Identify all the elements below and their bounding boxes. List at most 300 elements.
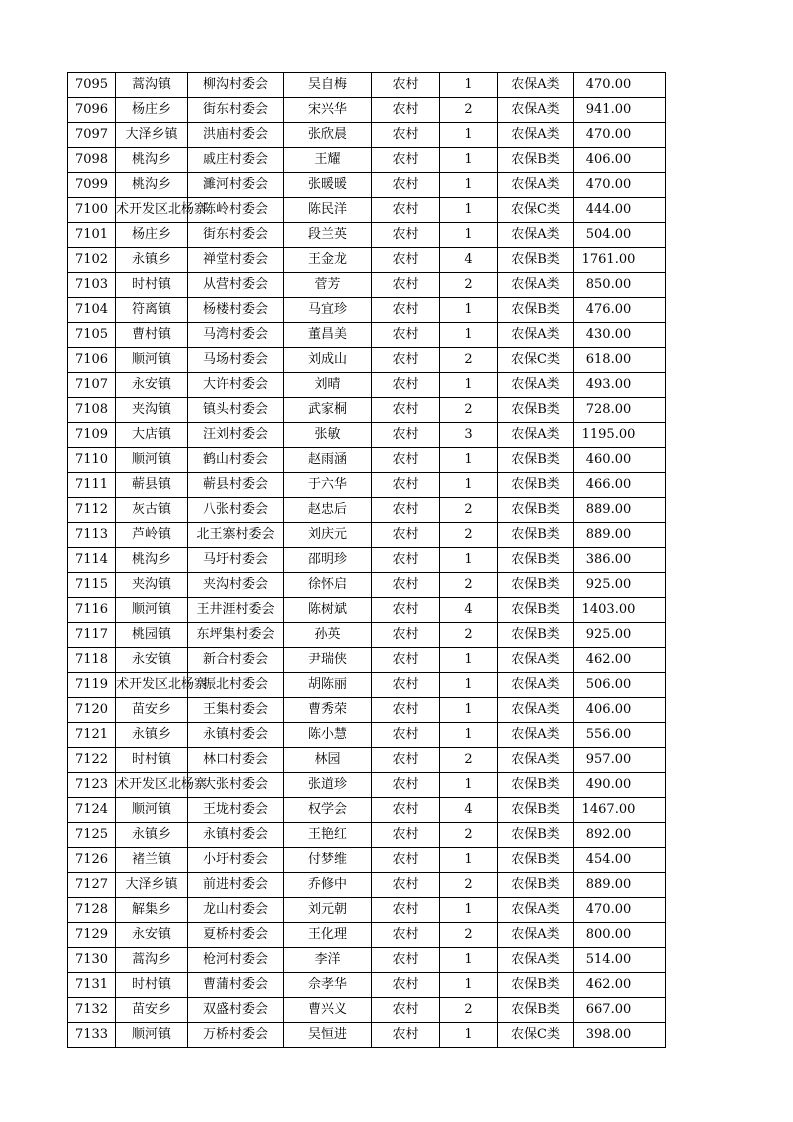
- area-type-cell: 农村: [372, 523, 440, 548]
- amount-cell: 889.00: [574, 523, 666, 548]
- row-id-cell: 7101: [68, 223, 116, 248]
- household-count-cell: 1: [440, 73, 498, 98]
- insurance-class-cell: 农保A类: [498, 698, 574, 723]
- amount-cell: 941.00: [574, 98, 666, 123]
- area-type-cell: 农村: [372, 298, 440, 323]
- insurance-class-cell: 农保A类: [498, 98, 574, 123]
- village-cell: 柳沟村委会: [188, 73, 284, 98]
- amount-cell: 667.00: [574, 998, 666, 1023]
- amount-cell: 444.00: [574, 198, 666, 223]
- household-count-cell: 2: [440, 348, 498, 373]
- name-cell: 林园: [284, 748, 372, 773]
- area-type-cell: 农村: [372, 323, 440, 348]
- table-row: [68, 973, 666, 998]
- area-type-cell: 农村: [372, 798, 440, 823]
- village-cell: 东坪集村委会: [188, 623, 284, 648]
- village-cell: 戚庄村委会: [188, 148, 284, 173]
- table-row: [68, 998, 666, 1023]
- area-type-cell: 农村: [372, 673, 440, 698]
- household-count-cell: 2: [440, 98, 498, 123]
- insurance-class-cell: 农保A类: [498, 423, 574, 448]
- township-cell: 永安镇: [116, 648, 188, 673]
- area-type-cell: 农村: [372, 248, 440, 273]
- roster-body: [68, 73, 666, 1048]
- row-id-cell: 7129: [68, 923, 116, 948]
- name-cell: 陈树斌: [284, 598, 372, 623]
- insurance-class-cell: 农保B类: [498, 873, 574, 898]
- village-cell: 街东村委会: [188, 98, 284, 123]
- row-id-cell: 7108: [68, 398, 116, 423]
- area-type-cell: 农村: [372, 223, 440, 248]
- amount-cell: 470.00: [574, 898, 666, 923]
- township-cell: 顺河镇: [116, 448, 188, 473]
- row-id-cell: 7127: [68, 873, 116, 898]
- township-cell: 永安镇: [116, 373, 188, 398]
- household-count-cell: 1: [440, 123, 498, 148]
- township-cell: 褚兰镇: [116, 848, 188, 873]
- amount-cell: 454.00: [574, 848, 666, 873]
- village-cell: 鹤山村委会: [188, 448, 284, 473]
- township-cell: 大店镇: [116, 423, 188, 448]
- table-row: [68, 898, 666, 923]
- amount-cell: 1761.00: [574, 248, 666, 273]
- insurance-class-cell: 农保B类: [498, 623, 574, 648]
- amount-cell: 504.00: [574, 223, 666, 248]
- area-type-cell: 农村: [372, 923, 440, 948]
- name-cell: 孙英: [284, 623, 372, 648]
- household-count-cell: 4: [440, 598, 498, 623]
- household-count-cell: 2: [440, 748, 498, 773]
- area-type-cell: 农村: [372, 548, 440, 573]
- row-id-cell: 7114: [68, 548, 116, 573]
- township-cell: 符离镇: [116, 298, 188, 323]
- area-type-cell: 农村: [372, 898, 440, 923]
- township-cell: 蒿沟镇: [116, 73, 188, 98]
- row-id-cell: 7102: [68, 248, 116, 273]
- row-id-cell: 7116: [68, 598, 116, 623]
- household-count-cell: 2: [440, 873, 498, 898]
- table-row: [68, 648, 666, 673]
- table-row: [68, 923, 666, 948]
- name-cell: 于六华: [284, 473, 372, 498]
- amount-cell: 430.00: [574, 323, 666, 348]
- table-row: [68, 123, 666, 148]
- name-cell: 刘成山: [284, 348, 372, 373]
- row-id-cell: 7132: [68, 998, 116, 1023]
- amount-cell: 925.00: [574, 573, 666, 598]
- name-cell: 尹瑞侠: [284, 648, 372, 673]
- table-row: [68, 748, 666, 773]
- township-cell: 时村镇: [116, 748, 188, 773]
- name-cell: 陈小慧: [284, 723, 372, 748]
- village-cell: 小圩村委会: [188, 848, 284, 873]
- table-row: [68, 698, 666, 723]
- household-count-cell: 1: [440, 898, 498, 923]
- insurance-class-cell: 农保C类: [498, 348, 574, 373]
- insurance-class-cell: 农保B类: [498, 398, 574, 423]
- amount-cell: 462.00: [574, 648, 666, 673]
- name-cell: 王化理: [284, 923, 372, 948]
- table-row: [68, 198, 666, 223]
- village-cell: 永镇村委会: [188, 823, 284, 848]
- name-cell: 付梦维: [284, 848, 372, 873]
- amount-cell: 466.00: [574, 473, 666, 498]
- area-type-cell: 农村: [372, 498, 440, 523]
- name-cell: 刘元朝: [284, 898, 372, 923]
- table-row: [68, 323, 666, 348]
- row-id-cell: 7110: [68, 448, 116, 473]
- insurance-class-cell: 农保A类: [498, 648, 574, 673]
- township-cell: 桃沟乡: [116, 173, 188, 198]
- insurance-class-cell: 农保B类: [498, 773, 574, 798]
- table-row: [68, 148, 666, 173]
- name-cell: 张暖暖: [284, 173, 372, 198]
- household-count-cell: 2: [440, 498, 498, 523]
- area-type-cell: 农村: [372, 148, 440, 173]
- area-type-cell: 农村: [372, 73, 440, 98]
- name-cell: 佘孝华: [284, 973, 372, 998]
- household-count-cell: 1: [440, 548, 498, 573]
- household-count-cell: 2: [440, 923, 498, 948]
- row-id-cell: 7096: [68, 98, 116, 123]
- household-count-cell: 1: [440, 648, 498, 673]
- household-count-cell: 2: [440, 623, 498, 648]
- village-cell: 禅堂村委会: [188, 248, 284, 273]
- insurance-class-cell: 农保A类: [498, 948, 574, 973]
- row-id-cell: 7119: [68, 673, 116, 698]
- insurance-class-cell: 农保A类: [498, 723, 574, 748]
- name-cell: 陈民洋: [284, 198, 372, 223]
- row-id-cell: 7126: [68, 848, 116, 873]
- household-count-cell: 1: [440, 1023, 498, 1048]
- table-row: [68, 348, 666, 373]
- area-type-cell: 农村: [372, 623, 440, 648]
- amount-cell: 514.00: [574, 948, 666, 973]
- insurance-class-cell: 农保B类: [498, 848, 574, 873]
- name-cell: 曹秀荣: [284, 698, 372, 723]
- insurance-class-cell: 农保B类: [498, 148, 574, 173]
- amount-cell: 470.00: [574, 173, 666, 198]
- township-cell: 顺河镇: [116, 1023, 188, 1048]
- village-cell: 马场村委会: [188, 348, 284, 373]
- amount-cell: 1467.00: [574, 798, 666, 823]
- insurance-class-cell: 农保B类: [498, 823, 574, 848]
- area-type-cell: 农村: [372, 473, 440, 498]
- area-type-cell: 农村: [372, 823, 440, 848]
- township-cell: 永安镇: [116, 923, 188, 948]
- name-cell: 曹兴义: [284, 998, 372, 1023]
- name-cell: 赵忠后: [284, 498, 372, 523]
- area-type-cell: 农村: [372, 748, 440, 773]
- township-cell: 杨庄乡: [116, 98, 188, 123]
- name-cell: 邵明珍: [284, 548, 372, 573]
- amount-cell: 386.00: [574, 548, 666, 573]
- insurance-class-cell: 农保A类: [498, 273, 574, 298]
- township-cell: 大泽乡镇: [116, 873, 188, 898]
- area-type-cell: 农村: [372, 873, 440, 898]
- amount-cell: 892.00: [574, 823, 666, 848]
- household-count-cell: 4: [440, 248, 498, 273]
- table-row: [68, 798, 666, 823]
- village-cell: 陈岭村委会: [188, 198, 284, 223]
- table-row: [68, 573, 666, 598]
- village-cell: 永镇村委会: [188, 723, 284, 748]
- name-cell: 武家桐: [284, 398, 372, 423]
- row-id-cell: 7107: [68, 373, 116, 398]
- area-type-cell: 农村: [372, 348, 440, 373]
- village-cell: 王垅村委会: [188, 798, 284, 823]
- amount-cell: 398.00: [574, 1023, 666, 1048]
- township-cell: 夹沟镇: [116, 398, 188, 423]
- name-cell: 张道珍: [284, 773, 372, 798]
- row-id-cell: 7121: [68, 723, 116, 748]
- township-cell: 曹村镇: [116, 323, 188, 348]
- amount-cell: 728.00: [574, 398, 666, 423]
- household-count-cell: 3: [440, 423, 498, 448]
- household-count-cell: 1: [440, 948, 498, 973]
- table-row: [68, 448, 666, 473]
- village-cell: 枪河村委会: [188, 948, 284, 973]
- household-count-cell: 1: [440, 298, 498, 323]
- amount-cell: 493.00: [574, 373, 666, 398]
- name-cell: 马宜珍: [284, 298, 372, 323]
- amount-cell: 556.00: [574, 723, 666, 748]
- insurance-class-cell: 农保B类: [498, 998, 574, 1023]
- row-id-cell: 7117: [68, 623, 116, 648]
- village-cell: 振北村委会: [188, 673, 284, 698]
- township-cell: 杨庄乡: [116, 223, 188, 248]
- household-count-cell: 4: [440, 798, 498, 823]
- area-type-cell: 农村: [372, 723, 440, 748]
- household-count-cell: 1: [440, 773, 498, 798]
- area-type-cell: 农村: [372, 98, 440, 123]
- row-id-cell: 7118: [68, 648, 116, 673]
- amount-cell: 618.00: [574, 348, 666, 373]
- name-cell: 吴恒进: [284, 1023, 372, 1048]
- row-id-cell: 7112: [68, 498, 116, 523]
- village-cell: 马湾村委会: [188, 323, 284, 348]
- household-count-cell: 1: [440, 473, 498, 498]
- amount-cell: 490.00: [574, 773, 666, 798]
- township-cell: 术开发区北杨寨: [116, 673, 188, 698]
- table-row: [68, 873, 666, 898]
- township-cell: 桃沟乡: [116, 548, 188, 573]
- insurance-class-cell: 农保A类: [498, 923, 574, 948]
- area-type-cell: 农村: [372, 423, 440, 448]
- row-id-cell: 7097: [68, 123, 116, 148]
- household-count-cell: 1: [440, 848, 498, 873]
- insurance-class-cell: 农保A类: [498, 748, 574, 773]
- amount-cell: 925.00: [574, 623, 666, 648]
- row-id-cell: 7125: [68, 823, 116, 848]
- insurance-class-cell: 农保B类: [498, 798, 574, 823]
- village-cell: 龙山村委会: [188, 898, 284, 923]
- table-row: [68, 948, 666, 973]
- insurance-class-cell: 农保B类: [498, 248, 574, 273]
- insurance-class-cell: 农保B类: [498, 598, 574, 623]
- village-cell: 双盛村委会: [188, 998, 284, 1023]
- household-count-cell: 2: [440, 398, 498, 423]
- row-id-cell: 7123: [68, 773, 116, 798]
- table-row: [68, 548, 666, 573]
- household-count-cell: 2: [440, 998, 498, 1023]
- name-cell: 段兰英: [284, 223, 372, 248]
- name-cell: 菅芳: [284, 273, 372, 298]
- village-cell: 北王寨村委会: [188, 523, 284, 548]
- township-cell: 时村镇: [116, 273, 188, 298]
- insurance-class-cell: 农保C类: [498, 1023, 574, 1048]
- area-type-cell: 农村: [372, 973, 440, 998]
- township-cell: 永镇乡: [116, 823, 188, 848]
- row-id-cell: 7120: [68, 698, 116, 723]
- village-cell: 新合村委会: [188, 648, 284, 673]
- township-cell: 术开发区北杨寨: [116, 198, 188, 223]
- roster-table: [67, 72, 666, 1048]
- area-type-cell: 农村: [372, 998, 440, 1023]
- row-id-cell: 7098: [68, 148, 116, 173]
- name-cell: 胡陈丽: [284, 673, 372, 698]
- area-type-cell: 农村: [372, 273, 440, 298]
- row-id-cell: 7115: [68, 573, 116, 598]
- village-cell: 汪刘村委会: [188, 423, 284, 448]
- name-cell: 王金龙: [284, 248, 372, 273]
- township-cell: 桃园镇: [116, 623, 188, 648]
- amount-cell: 462.00: [574, 973, 666, 998]
- insurance-class-cell: 农保A类: [498, 223, 574, 248]
- insurance-class-cell: 农保C类: [498, 198, 574, 223]
- amount-cell: 406.00: [574, 698, 666, 723]
- insurance-class-cell: 农保A类: [498, 673, 574, 698]
- amount-cell: 506.00: [574, 673, 666, 698]
- name-cell: 权学会: [284, 798, 372, 823]
- village-cell: 万桥村委会: [188, 1023, 284, 1048]
- row-id-cell: 7122: [68, 748, 116, 773]
- village-cell: 前进村委会: [188, 873, 284, 898]
- name-cell: 刘庆元: [284, 523, 372, 548]
- area-type-cell: 农村: [372, 573, 440, 598]
- table-row: [68, 773, 666, 798]
- insurance-class-cell: 农保A类: [498, 73, 574, 98]
- name-cell: 王艳红: [284, 823, 372, 848]
- household-count-cell: 1: [440, 198, 498, 223]
- row-id-cell: 7100: [68, 198, 116, 223]
- village-cell: 洪庙村委会: [188, 123, 284, 148]
- row-id-cell: 7124: [68, 798, 116, 823]
- village-cell: 大许村委会: [188, 373, 284, 398]
- township-cell: 苗安乡: [116, 998, 188, 1023]
- area-type-cell: 农村: [372, 1023, 440, 1048]
- township-cell: 顺河镇: [116, 798, 188, 823]
- insurance-class-cell: 农保B类: [498, 548, 574, 573]
- area-type-cell: 农村: [372, 848, 440, 873]
- area-type-cell: 农村: [372, 173, 440, 198]
- row-id-cell: 7111: [68, 473, 116, 498]
- name-cell: 董昌美: [284, 323, 372, 348]
- village-cell: 林口村委会: [188, 748, 284, 773]
- amount-cell: 1195.00: [574, 423, 666, 448]
- insurance-class-cell: 农保B类: [498, 298, 574, 323]
- insurance-class-cell: 农保B类: [498, 973, 574, 998]
- row-id-cell: 7130: [68, 948, 116, 973]
- area-type-cell: 农村: [372, 598, 440, 623]
- table-row: [68, 298, 666, 323]
- table-row: [68, 523, 666, 548]
- amount-cell: 1403.00: [574, 598, 666, 623]
- household-count-cell: 1: [440, 223, 498, 248]
- amount-cell: 460.00: [574, 448, 666, 473]
- row-id-cell: 7128: [68, 898, 116, 923]
- row-id-cell: 7109: [68, 423, 116, 448]
- table-row: [68, 98, 666, 123]
- amount-cell: 850.00: [574, 273, 666, 298]
- village-cell: 街东村委会: [188, 223, 284, 248]
- table-row: [68, 423, 666, 448]
- insurance-class-cell: 农保A类: [498, 323, 574, 348]
- insurance-class-cell: 农保B类: [498, 523, 574, 548]
- insurance-class-cell: 农保A类: [498, 123, 574, 148]
- township-cell: 蒿沟乡: [116, 948, 188, 973]
- household-count-cell: 1: [440, 148, 498, 173]
- household-count-cell: 2: [440, 523, 498, 548]
- table-row: [68, 373, 666, 398]
- amount-cell: 406.00: [574, 148, 666, 173]
- insurance-class-cell: 农保A类: [498, 173, 574, 198]
- household-count-cell: 1: [440, 973, 498, 998]
- household-count-cell: 1: [440, 723, 498, 748]
- name-cell: 徐怀启: [284, 573, 372, 598]
- row-id-cell: 7103: [68, 273, 116, 298]
- township-cell: 苗安乡: [116, 698, 188, 723]
- table-row: [68, 823, 666, 848]
- amount-cell: 470.00: [574, 123, 666, 148]
- village-cell: 濉河村委会: [188, 173, 284, 198]
- table-row: [68, 623, 666, 648]
- household-count-cell: 2: [440, 573, 498, 598]
- household-count-cell: 1: [440, 673, 498, 698]
- row-id-cell: 7099: [68, 173, 116, 198]
- insurance-class-cell: 农保B类: [498, 573, 574, 598]
- row-id-cell: 7131: [68, 973, 116, 998]
- village-cell: 杨楼村委会: [188, 298, 284, 323]
- village-cell: 王井涯村委会: [188, 598, 284, 623]
- table-row: [68, 273, 666, 298]
- table-row: [68, 73, 666, 98]
- township-cell: 顺河镇: [116, 348, 188, 373]
- insurance-class-cell: 农保A类: [498, 373, 574, 398]
- table-row: [68, 1023, 666, 1048]
- amount-cell: 889.00: [574, 498, 666, 523]
- amount-cell: 470.00: [574, 73, 666, 98]
- household-count-cell: 1: [440, 173, 498, 198]
- row-id-cell: 7105: [68, 323, 116, 348]
- township-cell: 术开发区北杨寨: [116, 773, 188, 798]
- township-cell: 时村镇: [116, 973, 188, 998]
- table-row: [68, 473, 666, 498]
- row-id-cell: 7104: [68, 298, 116, 323]
- township-cell: 永镇乡: [116, 723, 188, 748]
- township-cell: 解集乡: [116, 898, 188, 923]
- village-cell: 从营村委会: [188, 273, 284, 298]
- village-cell: 大张村委会: [188, 773, 284, 798]
- village-cell: 曹蒲村委会: [188, 973, 284, 998]
- table-row: [68, 848, 666, 873]
- amount-cell: 957.00: [574, 748, 666, 773]
- village-cell: 夹沟村委会: [188, 573, 284, 598]
- table-row: [68, 598, 666, 623]
- household-count-cell: 1: [440, 373, 498, 398]
- area-type-cell: 农村: [372, 398, 440, 423]
- name-cell: 吴自梅: [284, 73, 372, 98]
